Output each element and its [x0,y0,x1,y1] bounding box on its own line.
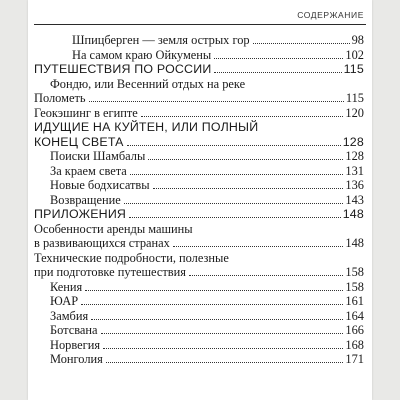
toc-entry-label: Поиски Шамбалы [50,149,146,163]
toc-section-label: ПУТЕШЕСТВИЯ ПО РОССИИ [34,62,212,76]
toc-section [34,62,364,77]
toc-entry-label: Новые бодхисатвы [50,178,150,192]
toc-entry-page: 148 [345,236,364,250]
toc-entry-label: Шпицберген — земля острых гор [72,33,250,47]
toc-entry [34,77,364,106]
toc-entry [34,193,364,208]
toc-section-label: ИДУЩИЕ НА КУЙТЕН, ИЛИ ПОЛНЫЙ [34,120,259,134]
toc-entry [34,164,364,179]
toc-entry-page: 98 [351,33,364,47]
toc-entry-label: Фондю, или Весенний отдых на реке [50,76,246,91]
toc-entry [34,309,364,324]
leader-dots [253,43,350,44]
toc-entry-label: Геокэшинг в египте [34,105,138,120]
leader-dots [91,319,343,320]
toc-entry-page: 115 [343,62,364,76]
toc-entry-label: Возвращение [50,192,121,207]
toc-entry-label: Норвегия [50,337,101,352]
toc-section-label-cont: КОНЕЦ СВЕТА [34,134,124,149]
leader-dots [130,174,344,175]
table-of-contents [34,33,364,367]
toc-entry-label: За краем света [50,163,127,178]
toc-entry-page: 102 [345,47,364,62]
leader-dots [106,362,344,363]
toc-entry [34,48,364,63]
toc-entry-label: Технические подробности, полезные [34,250,229,265]
leader-dots [124,203,344,204]
leader-dots [153,188,344,189]
toc-entry [34,178,364,193]
toc-entry-page: 136 [345,178,364,192]
toc-entry [34,338,364,353]
leader-dots [127,145,341,146]
toc-entry-label: ЮАР [50,294,79,308]
toc-entry-page: 148 [342,207,364,221]
toc-entry-page: 158 [345,265,364,279]
leader-dots [173,246,344,247]
toc-entry-label-cont: Полометь [34,91,86,105]
toc-section [34,120,364,149]
toc-entry-page: 128 [345,149,364,163]
leader-dots [214,72,341,73]
toc-entry [34,222,364,251]
toc-entry-page: 158 [345,279,364,294]
toc-entry-page: 128 [342,134,364,149]
leader-dots [148,159,343,160]
toc-entry-page: 131 [345,163,364,178]
toc-entry-label: Ботсвана [50,323,98,337]
toc-entry-page: 166 [345,323,364,337]
toc-entry-page: 120 [345,105,364,120]
toc-entry-label-cont: при подготовке путешествия [34,265,186,279]
toc-entry-label: Кения [50,279,83,294]
toc-entry-page: 115 [345,91,364,105]
header-rule [34,24,366,25]
toc-entry [34,294,364,309]
toc-section-label: ПРИЛОЖЕНИЯ [34,207,127,221]
toc-entry-page: 164 [345,308,364,323]
toc-entry-page: 161 [345,294,364,308]
leader-dots [214,58,343,59]
leader-dots [89,101,344,102]
leader-dots [81,304,343,305]
toc-entry [34,323,364,338]
leader-dots [189,275,343,276]
toc-entry-label: На самом краю Ойкумены [72,47,212,62]
toc-entry-label: Особенности аренды машины [34,221,193,236]
toc-entry-page: 171 [345,352,364,366]
toc-entry-label: Монголия [50,352,103,366]
leader-dots [85,290,343,291]
toc-entry [34,106,364,121]
toc-entry [34,33,364,48]
leader-dots [129,217,341,218]
toc-section [34,207,364,222]
toc-entry [34,149,364,164]
leader-dots [101,333,344,334]
toc-entry [34,352,364,367]
toc-entry-label-cont: в развивающихся странах [34,236,170,250]
leader-dots [103,348,343,349]
running-head: СОДЕРЖАНИЕ [297,10,364,20]
toc-entry-label: Замбия [50,308,89,323]
book-page [28,0,372,400]
toc-entry-page: 168 [345,337,364,352]
leader-dots [141,116,344,117]
toc-entry [34,280,364,295]
toc-entry-page: 143 [345,192,364,207]
toc-entry [34,251,364,280]
